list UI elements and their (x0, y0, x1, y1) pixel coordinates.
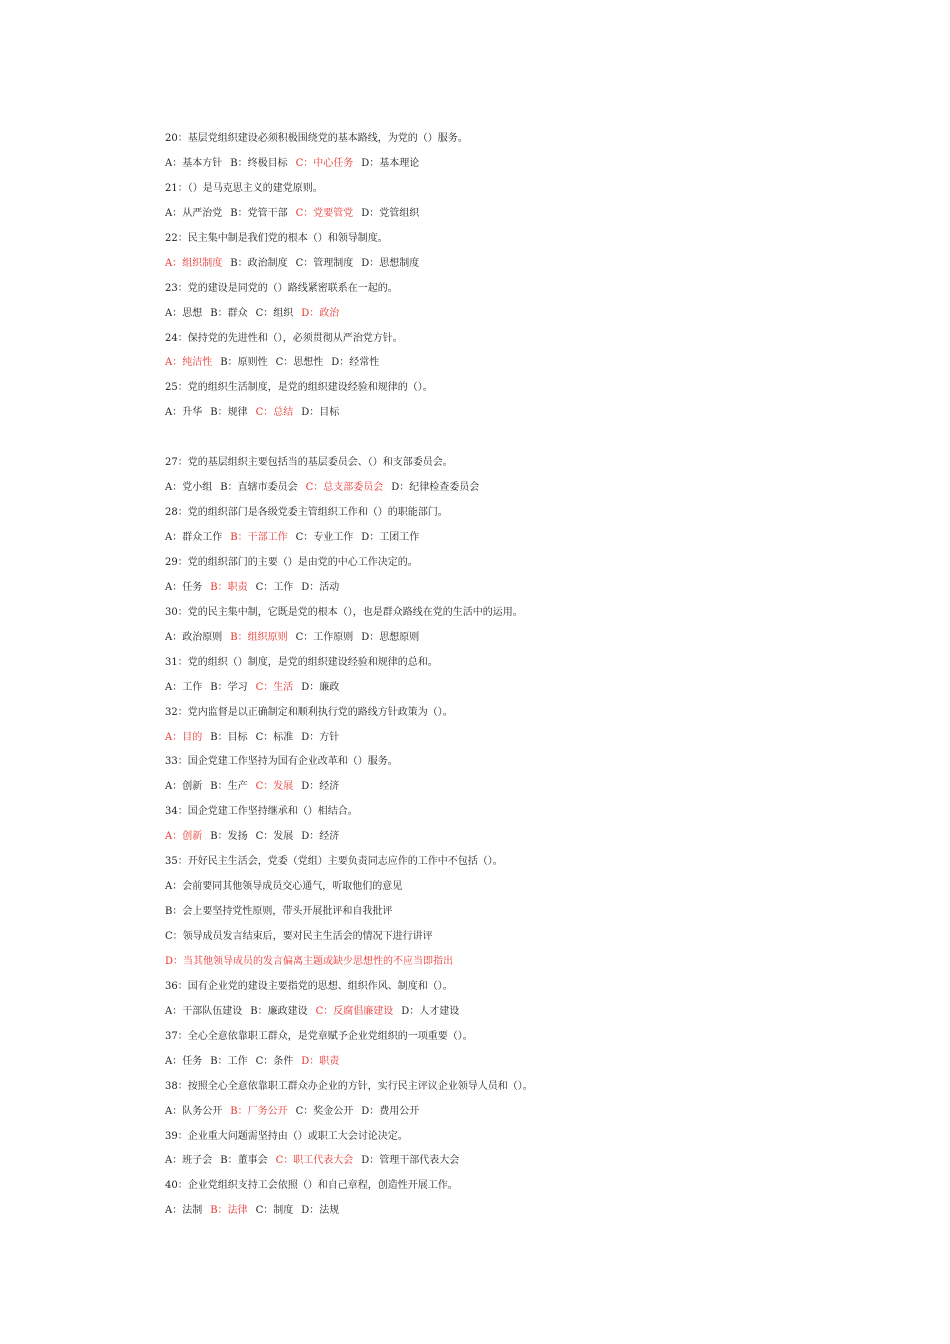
question-stem: 35：开好民主生活会，党委（党组）主要负责同志应作的工作中不包括（）。 (165, 856, 503, 868)
answer-option: B：董事会 (220, 1155, 268, 1167)
options-row (165, 726, 885, 751)
answer-option: B：政治制度 (230, 257, 288, 269)
answer-option: A：政治原则 (165, 631, 223, 643)
options-row (165, 526, 885, 551)
options-row (165, 202, 885, 227)
correct-answer-option: B：组织原则 (230, 631, 288, 643)
question-stem: 30：党的民主集中制，它既是党的根本（），也是群众路线在党的生活中的运用。 (165, 606, 523, 618)
answer-option: D：纪律检查委员会 (391, 482, 480, 494)
answer-option: C：组织 (255, 307, 294, 319)
answer-option: B：廉政建设 (250, 1005, 308, 1017)
answer-option: B：学习 (210, 681, 248, 693)
answer-option: A：任务 (165, 581, 203, 593)
answer-option: D：管理干部代表大会 (361, 1155, 460, 1167)
correct-answer-option: A：目的 (165, 731, 203, 743)
answer-option: A：思想 (165, 307, 203, 319)
question-stem: 36：国有企业党的建设主要指党的思想、组织作风、制度和（）。 (165, 980, 453, 992)
answer-option: D：费用公开 (361, 1105, 420, 1117)
options-row (165, 476, 885, 501)
question-stem: 28：党的组织部门是各级党委主管组织工作和（）的职能部门。 (165, 507, 448, 519)
answer-option: C：专业工作 (295, 532, 354, 543)
answer-option: C：奖金公开 (295, 1105, 354, 1117)
question-stem: 38：按照全心全意依靠职工群众办企业的方针，实行民主评议企业领导人员和（）。 (165, 1080, 533, 1092)
correct-answer-option: D：当其他领导成员的发言偏离主题或缺少思想性的不应当即指出 (165, 955, 454, 967)
question-stem: 21：（）是马克思主义的建党原则。 (165, 182, 323, 194)
options-row (165, 775, 885, 800)
options-row (165, 576, 885, 601)
question-stem: 20：基层党组织建设必须积极围绕党的基本路线，为党的（）服务。 (165, 133, 468, 144)
answer-option: B：群众 (210, 307, 248, 319)
answer-option: D：工团工作 (361, 532, 420, 543)
answer-option: B：目标 (210, 731, 248, 743)
correct-answer-option: B：法律 (210, 1205, 248, 1217)
answer-option: A：党小组 (165, 482, 213, 494)
question-list (165, 127, 885, 1224)
question-stem: 33：国企党建工作坚持为国有企业改革和（）服务。 (165, 756, 398, 768)
answer-option: D：人才建设 (401, 1005, 460, 1017)
answer-option: A：会前要同其他领导成员交心通气，听取他们的意见 (165, 881, 403, 893)
answer-option: D：活动 (301, 581, 340, 593)
answer-option: D：思想原则 (361, 631, 420, 643)
options-row (165, 825, 885, 850)
question-stem: 27：党的基层组织主要包括当的基层委员会、（）和支部委员会。 (165, 457, 453, 469)
answer-option: C：领导成员发言结束后，要对民主生活会的情况下进行讲评 (165, 931, 433, 942)
question-stem: 32：党内监督是以正确制定和顺利执行党的路线方针政策为（）。 (165, 706, 453, 718)
question-stem: 22：民主集中制是我们党的根本（）和领导制度。 (165, 232, 388, 244)
question-stem: 40：企业党组织支持工会依照（）和自己章程，创造性开展工作。 (165, 1180, 458, 1192)
answer-option: D：思想制度 (361, 257, 420, 269)
question-stem: 29：党的组织部门的主要（）是由党的中心工作决定的。 (165, 556, 418, 568)
answer-option: B：直辖市委员会 (220, 482, 298, 494)
options-row (165, 351, 885, 376)
answer-option: C：管理制度 (295, 257, 354, 269)
question-stem: 34：国企党建工作坚持继承和（）相结合。 (165, 806, 358, 818)
answer-option: C：工作 (255, 581, 294, 593)
correct-answer-option: B：职责 (210, 581, 248, 593)
blank-line (165, 426, 885, 451)
answer-option: A：从严治党 (165, 207, 223, 219)
question-stem: 24：保持党的先进性和（），必须贯彻从严治党方针。 (165, 332, 403, 344)
option-row (165, 875, 885, 900)
answer-option: B：党管干部 (230, 207, 288, 219)
answer-option: D：法规 (301, 1205, 340, 1217)
correct-answer-option: C：发展 (255, 781, 294, 793)
correct-answer-option: C：党要管党 (295, 207, 354, 219)
answer-option: B：会上要坚持党性原则，带头开展批评和自我批评 (165, 906, 393, 918)
correct-answer-option: C：生活 (255, 681, 294, 693)
answer-option: C：发展 (255, 831, 294, 843)
answer-option: D：经常性 (331, 357, 380, 369)
options-row (165, 1000, 885, 1025)
answer-option: B：发扬 (210, 831, 248, 843)
question-stem: 25：党的组织生活制度，是党的组织建设经验和规律的（）。 (165, 382, 433, 394)
correct-answer-option: A：纯洁性 (165, 357, 213, 369)
options-row (165, 252, 885, 277)
answer-option: C：制度 (255, 1205, 294, 1217)
question-stem: 39：企业重大问题需坚持由（）或职工大会讨论决定。 (165, 1130, 408, 1142)
options-row (165, 1050, 885, 1075)
answer-option: D：经济 (301, 831, 340, 843)
answer-option: C：标准 (255, 731, 294, 743)
answer-option: B：工作 (210, 1055, 248, 1067)
options-row (165, 676, 885, 701)
answer-option: A：升华 (165, 407, 203, 419)
answer-option: D：廉政 (301, 681, 340, 693)
question-stem: 23：党的建设是同党的（）路线紧密联系在一起的。 (165, 282, 398, 294)
option-row (165, 950, 885, 975)
answer-option: B：生产 (210, 781, 248, 793)
answer-option: A：基本方针 (165, 157, 223, 169)
correct-answer-option: A：组织制度 (165, 257, 223, 269)
answer-option: D：基本理论 (361, 157, 420, 169)
answer-option: A：班子会 (165, 1155, 213, 1167)
options-row (165, 152, 885, 177)
options-row (165, 1149, 885, 1174)
correct-answer-option: B：干部工作 (230, 532, 288, 543)
option-row (165, 925, 885, 950)
options-row (165, 1100, 885, 1125)
correct-answer-option: C：中心任务 (295, 157, 354, 169)
options-row (165, 626, 885, 651)
correct-answer-option: B：厂务公开 (230, 1105, 288, 1117)
options-row (165, 1199, 885, 1224)
answer-option: A：法制 (165, 1205, 203, 1217)
answer-option: A：任务 (165, 1055, 203, 1067)
question-stem: 31：党的组织（）制度，是党的组织建设经验和规律的总和。 (165, 656, 438, 668)
option-row (165, 900, 885, 925)
correct-answer-option: D：政治 (301, 307, 340, 319)
answer-option: C：思想性 (275, 357, 324, 369)
answer-option: A：创新 (165, 781, 203, 793)
answer-option: D：目标 (301, 407, 340, 419)
answer-option: C：工作原则 (295, 631, 354, 643)
question-stem: 37：全心全意依靠职工群众，是党章赋予企业党组织的一项重要（）。 (165, 1030, 473, 1042)
answer-option: A：队务公开 (165, 1105, 223, 1117)
answer-option: B：原则性 (220, 357, 268, 369)
options-row (165, 302, 885, 327)
answer-option: B：规律 (210, 407, 248, 419)
answer-option: A：工作 (165, 681, 203, 693)
answer-option: A：群众工作 (165, 532, 223, 543)
answer-option: B：终极目标 (230, 157, 288, 169)
answer-option: A：干部队伍建设 (165, 1005, 243, 1017)
answer-option: C：条件 (255, 1055, 294, 1067)
options-row (165, 401, 885, 426)
answer-option: D：党管组织 (361, 207, 420, 219)
correct-answer-option: C：总支部委员会 (305, 482, 384, 494)
correct-answer-option: D：职责 (301, 1055, 340, 1067)
correct-answer-option: C：总结 (255, 407, 294, 419)
correct-answer-option: A：创新 (165, 831, 203, 843)
correct-answer-option: C：反腐倡廉建设 (315, 1005, 394, 1017)
answer-option: D：经济 (301, 781, 340, 793)
answer-option: D：方针 (301, 731, 340, 743)
correct-answer-option: C：职工代表大会 (275, 1155, 354, 1167)
